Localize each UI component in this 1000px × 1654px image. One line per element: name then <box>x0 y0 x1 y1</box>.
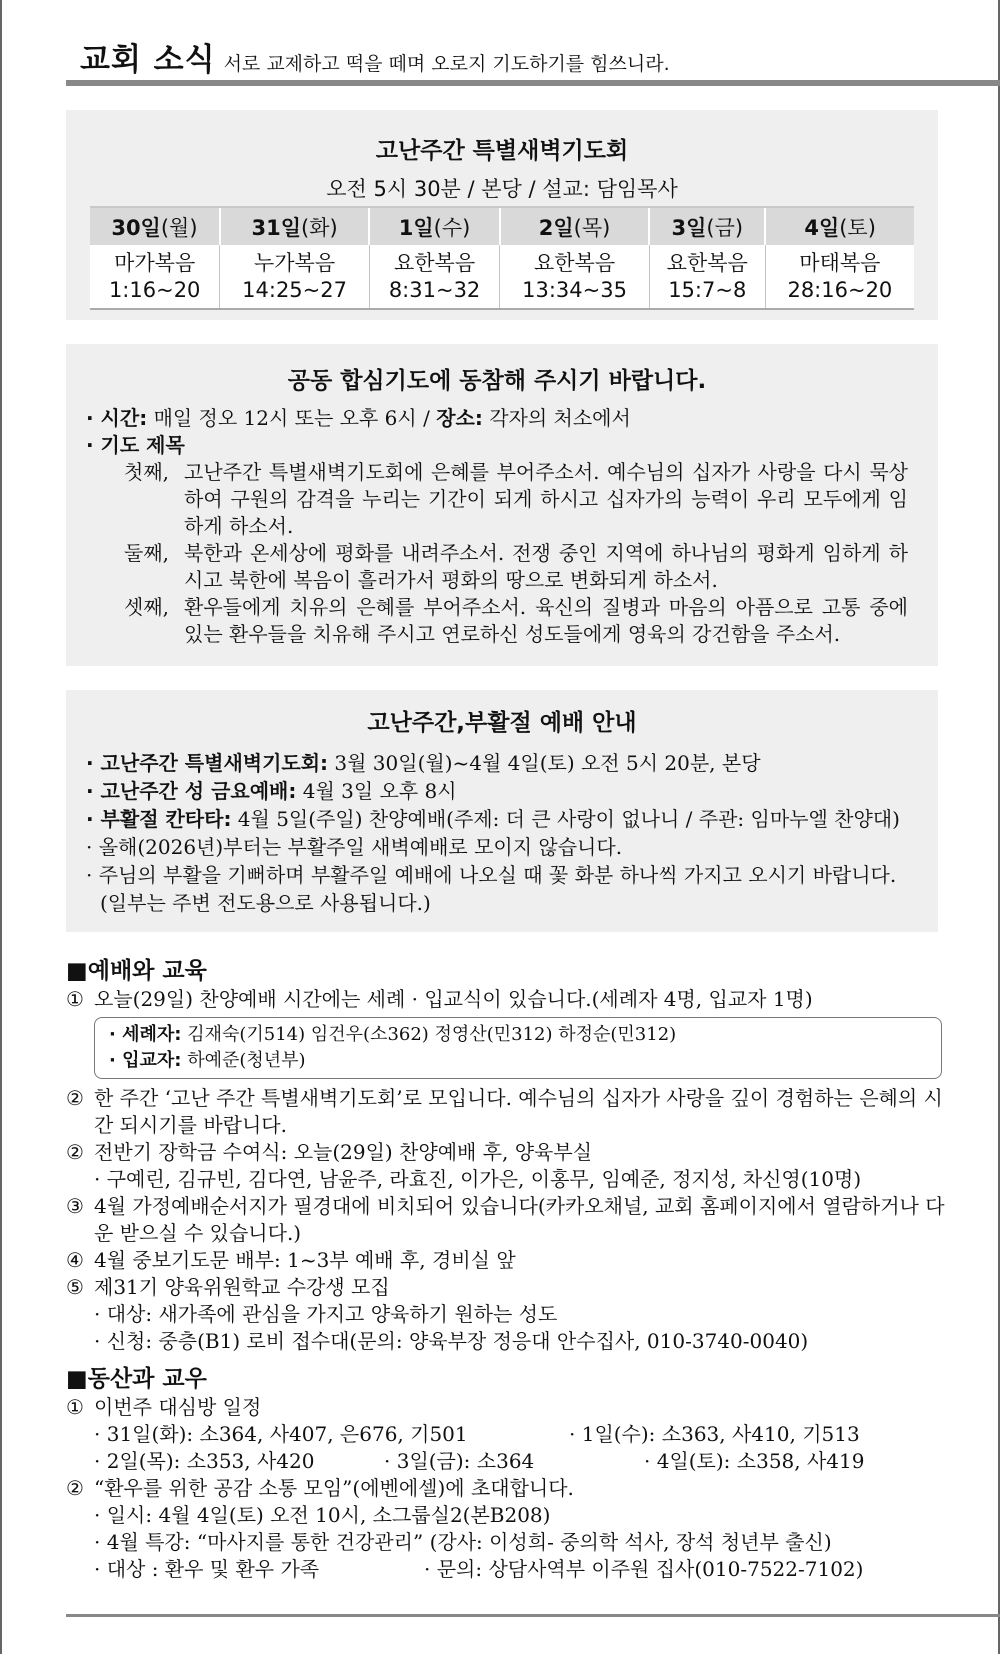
dawn-prayer-box <box>66 110 938 320</box>
schedule-scripture-cell: 요한복음 15:7~8 <box>649 245 765 309</box>
joint-prayer-title: 공동 합심기도에 동참해 주시기 바랍니다. <box>287 368 707 394</box>
schedule-scripture-row <box>90 245 914 309</box>
worship-guide-line: · 고난주간 특별새벽기도회: 3월 30일(월)~4월 4일(토) 오전 5시 20분, 본당 <box>86 751 761 775</box>
schedule-day-header: 3일(금) <box>649 207 765 245</box>
worship-guide-title: 고난주간,부활절 예배 안내 <box>367 710 637 736</box>
schedule-scripture-cell: 마가복음 1:16~20 <box>90 245 220 309</box>
header-divider <box>66 80 1000 86</box>
worship-guide-line: · 올해(2026년)부터는 부활주일 새벽예배로 모이지 않습니다. <box>86 835 623 859</box>
education-section-title: ■예배와 교육 <box>66 958 207 984</box>
list-item: ① 이번주 대심방 일정 <box>66 1395 262 1419</box>
visit-schedule-row: · 2일(목): 소353, 사420 · 3일(금): 소364 · 4일(토): 소358, 사419 <box>94 1449 865 1473</box>
schedule-day-header: 1일(수) <box>369 207 500 245</box>
worship-guide-note: (일부는 주변 전도용으로 사용됩니다.) <box>100 891 431 915</box>
list-sub-item: · 구예린, 김규빈, 김다연, 남윤주, 라효진, 이가은, 이홍무, 임예준, 정지성, 차신영(10명) <box>94 1167 862 1191</box>
list-item: ② 전반기 장학금 수여식: 오늘(29일) 찬양예배 후, 양육부실 <box>66 1140 593 1164</box>
list-item: ④ 4월 중보기도문 배부: 1~3부 예배 후, 경비실 앞 <box>66 1248 516 1272</box>
schedule-day-header: 2일(목) <box>500 207 649 245</box>
prayer-topics-label: · 기도 제목 <box>86 433 185 457</box>
worship-guide-line: · 고난주간 성 금요예배: 4월 3일 오후 8시 <box>86 779 457 803</box>
schedule-scripture-cell: 누가복음 14:25~27 <box>220 245 369 309</box>
list-sub-item: · 일시: 4월 4일(토) 오전 10시, 소그룹실2(본B208) <box>94 1503 551 1527</box>
fellowship-section-title: ■동산과 교우 <box>66 1366 207 1392</box>
visit-schedule-row: · 31일(화): 소364, 사407, 은676, 기501 · 1일(수): 소363, 사410, 기513 <box>94 1422 860 1446</box>
worship-guide-line: · 주님의 부활을 기뻐하며 부활주일 예배에 나오실 때 꽃 화분 하나씩 가지고 오시기 바랍니다. <box>86 863 897 887</box>
page-title: 교회 소식 <box>80 42 216 78</box>
footer-divider <box>66 1614 1000 1617</box>
list-sub-item: · 신청: 중층(B1) 로비 접수대(문의: 양육부장 정응대 안수집사, 010-3740-0040) <box>94 1329 809 1353</box>
schedule-day-header: 4일(토) <box>765 207 914 245</box>
list-item: ③ 4월 가정예배순서지가 필경대에 비치되어 있습니다(카카오채널, 교회 홈페이지에서 열람하거나 다운 받으실 수 있습니다.) <box>66 1194 945 1245</box>
dawn-prayer-title: 고난주간 특별새벽기도회 <box>375 138 629 164</box>
fellowship-section <box>66 1364 946 1583</box>
list-item: ② “환우를 위한 공감 소통 모임”(에벤에셀)에 초대합니다. <box>66 1476 574 1500</box>
prayer-topic: 둘째, 북한과 온세상에 평화를 내려주소서. 전쟁 중인 지역에 하나님의 평화게 임하게 하시고 북한에 복음이 흘러가서 평화의 땅으로 변화되게 하소서. <box>124 541 908 592</box>
schedule-header-row <box>90 207 914 245</box>
worship-guide-box <box>66 690 938 932</box>
joint-prayer-time-line: · 시간: 매일 정오 12시 또는 오후 6시 / 장소: 각자의 처소에서 <box>86 406 631 430</box>
baptism-list-box <box>94 1017 942 1079</box>
schedule-day-header: 30일(월) <box>90 207 220 245</box>
list-item: ⑤ 제31기 양육위원학교 수강생 모집 <box>66 1275 390 1299</box>
worship-guide-line: · 부활절 칸타타: 4월 5일(주일) 찬양예배(주제: 더 큰 사랑이 없나니 / 주관: 임마누엘 찬양대) <box>86 807 900 831</box>
list-item: ① 오늘(29일) 찬양예배 시간에는 세례 · 입교식이 있습니다.(세례자 4명, 입교자 1명) <box>66 987 813 1011</box>
baptized-line: · 세례자: 김재숙(기514) 임건우(소362) 정영산(민312) 하정순(민312) <box>109 1024 677 1045</box>
schedule-scripture-cell: 요한복음 13:34~35 <box>500 245 649 309</box>
schedule-scripture-cell: 요한복음 8:31~32 <box>369 245 500 309</box>
education-section <box>66 956 946 1355</box>
joint-prayer-box <box>66 344 938 666</box>
confirmed-line: · 입교자: 하예준(청년부) <box>109 1050 306 1071</box>
schedule-scripture-cell: 마태복음 28:16~20 <box>765 245 914 309</box>
page-header <box>80 34 1000 84</box>
schedule-day-header: 31일(화) <box>220 207 369 245</box>
prayer-topic: 셋째, 환우들에게 치유의 은혜를 부어주소서. 육신의 질병과 마음의 아픔으로 고통 중에 있는 환우들을 치유해 주시고 연로하신 성도들에게 영육의 강건함을 주소서. <box>124 595 908 646</box>
dawn-prayer-schedule-table <box>90 206 914 310</box>
header-motto: 서로 교제하고 떡을 떼며 오로지 기도하기를 힘쓰니라. <box>223 53 670 75</box>
list-sub-item: · 대상 : 환우 및 환우 가족 · 문의: 상담사역부 이주원 집사(010-7522-7102) <box>94 1557 864 1581</box>
list-sub-item: · 4월 특강: “마사지를 통한 건강관리” (강사: 이성희- 중의학 석사, 장석 청년부 출신) <box>94 1530 832 1554</box>
prayer-topic: 첫째, 고난주간 특별새벽기도회에 은혜를 부어주소서. 예수님의 십자가 사랑을 다시 묵상하여 구원의 감격을 누리는 기간이 되게 하시고 십자가의 능력이 우리 모두에게 임하게 하소서. <box>124 460 908 538</box>
dawn-prayer-subtitle: 오전 5시 30분 / 본당 / 설교: 담임목사 <box>326 177 678 201</box>
list-sub-item: · 대상: 새가족에 관심을 가지고 양육하기 원하는 성도 <box>94 1302 558 1326</box>
list-item: ② 한 주간 ‘고난 주간 특별새벽기도회’로 모입니다. 예수님의 십자가 사랑을 깊이 경험하는 은혜의 시간 되시기를 바랍니다. <box>66 1086 943 1137</box>
